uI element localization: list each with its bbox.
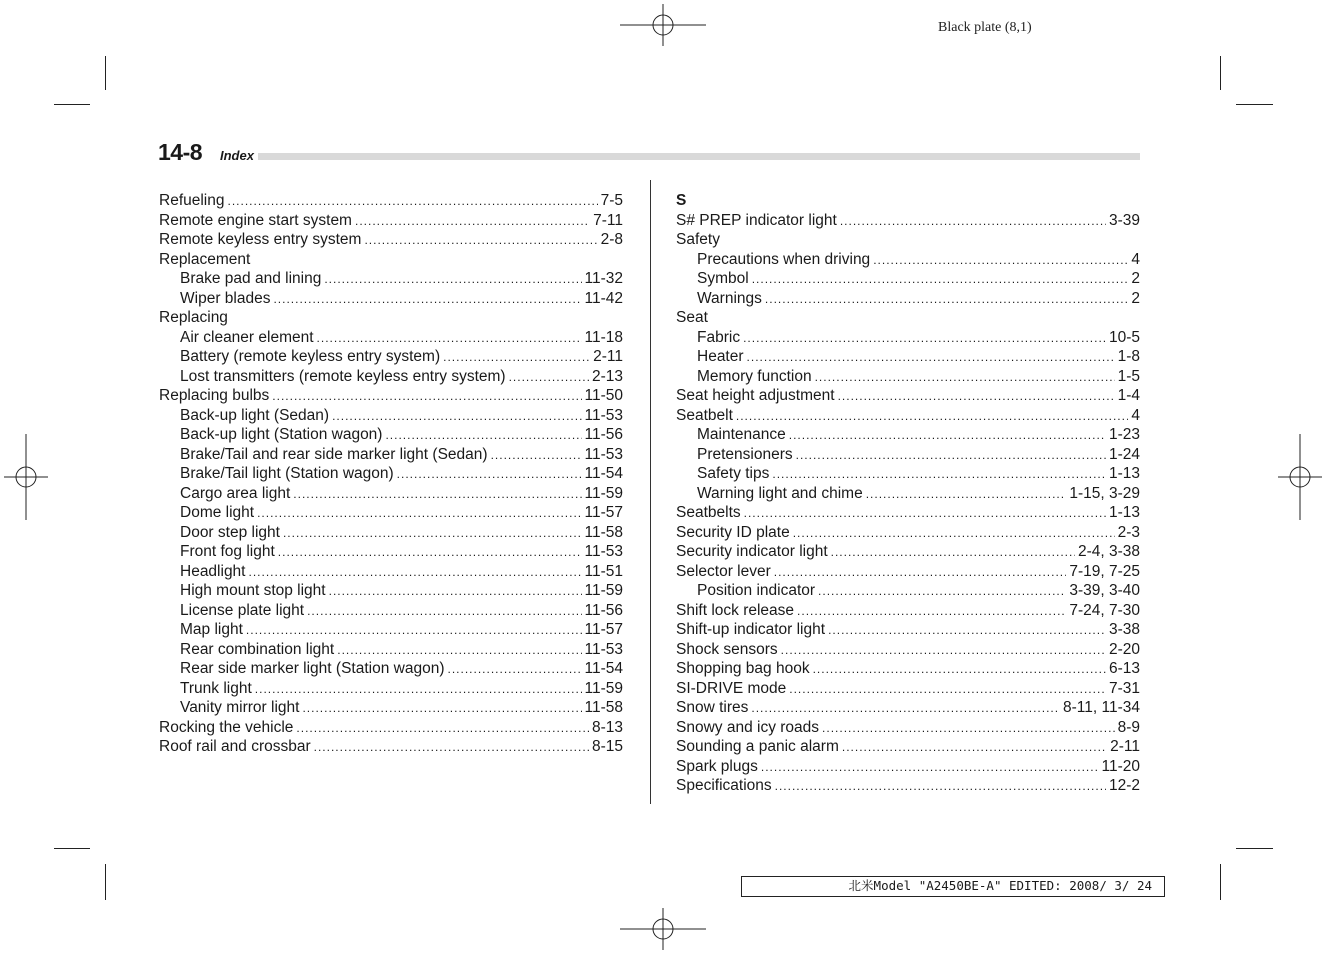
dot-leader	[765, 290, 1128, 310]
column-divider	[650, 180, 651, 804]
entry-page-ref: 2-4, 3-38	[1077, 543, 1140, 560]
index-entry	[159, 230, 623, 250]
entry-page-ref: 1-15, 3-29	[1069, 484, 1140, 502]
entry-text: Security ID plate	[676, 523, 790, 541]
dot-leader	[838, 387, 1115, 407]
index-subentry	[159, 289, 623, 309]
entry-page-ref: 7-5	[600, 192, 623, 209]
dot-leader	[302, 699, 581, 719]
index-subentry	[676, 289, 1140, 309]
index-subentry	[159, 503, 623, 523]
entry-text: Pretensioners	[697, 445, 793, 463]
index-subentry	[159, 659, 623, 679]
entry-text: Symbol	[697, 270, 749, 287]
entry-page-ref: 7-24, 7-30	[1069, 601, 1140, 619]
index-subentry	[159, 620, 623, 640]
entry-text: Vanity mirror light	[180, 699, 300, 716]
dot-leader	[257, 504, 581, 524]
index-subentry	[159, 640, 623, 660]
crop-mark-icon	[105, 56, 106, 90]
dot-leader	[317, 329, 582, 349]
entry-text: Map light	[180, 621, 243, 638]
index-subentry	[159, 269, 623, 289]
index-subentry	[159, 698, 623, 718]
entry-page-ref: 11-56	[584, 601, 623, 619]
index-subentry	[159, 601, 623, 621]
entry-page-ref: 1-13	[1108, 504, 1140, 521]
entry-page-ref: 3-39, 3-40	[1069, 582, 1140, 599]
dot-leader	[751, 699, 1060, 719]
header-bar	[258, 153, 1140, 160]
entry-page-ref: 11-56	[584, 426, 623, 443]
index-subentry	[676, 425, 1140, 445]
dot-leader	[296, 719, 589, 739]
entry-text: Refueling	[159, 192, 225, 209]
entry-page-ref: 11-53	[584, 445, 623, 463]
index-subentry	[159, 367, 623, 387]
crop-mark-icon	[54, 848, 90, 849]
dot-leader	[443, 348, 590, 368]
dot-leader	[822, 719, 1115, 739]
entry-text: Seatbelts	[676, 504, 741, 521]
dot-leader	[278, 543, 582, 563]
index-entry	[676, 698, 1140, 718]
entry-text: Warnings	[697, 289, 762, 307]
entry-page-ref: 11-53	[584, 406, 623, 424]
dot-leader	[736, 407, 1128, 427]
entry-page-ref: 2-3	[1117, 523, 1140, 541]
entry-text: Remote keyless entry system	[159, 231, 362, 248]
index-entry	[676, 776, 1140, 796]
entry-text: Door step light	[180, 523, 280, 541]
entry-page-ref: 11-42	[584, 289, 623, 307]
crop-mark-icon	[1220, 864, 1221, 900]
dot-leader	[249, 563, 582, 583]
index-entry	[159, 191, 623, 211]
index-entry	[676, 640, 1140, 660]
entry-page-ref: 11-58	[584, 523, 623, 541]
index-subentry	[676, 269, 1140, 289]
crop-mark-icon	[1220, 56, 1221, 90]
dot-leader	[447, 660, 581, 680]
entry-page-ref: 2	[1131, 270, 1140, 287]
dot-leader	[828, 621, 1106, 641]
entry-page-ref: 1-4	[1117, 387, 1140, 404]
entry-text: License plate light	[180, 601, 305, 619]
entry-text: Replacing bulbs	[159, 387, 270, 404]
entry-page-ref: 1-24	[1108, 445, 1140, 463]
entry-page-ref: 11-58	[584, 699, 623, 716]
index-column-right	[676, 191, 1140, 796]
entry-text: Position indicator	[697, 582, 816, 599]
entry-text: Cargo area light	[180, 484, 291, 502]
entry-text: Back-up light (Station wagon)	[180, 426, 383, 443]
entry-text: Safety tips	[697, 465, 770, 482]
entry-page-ref: 1-8	[1117, 348, 1140, 365]
registration-target-icon	[1278, 434, 1322, 520]
index-heading: Replacement	[159, 250, 251, 268]
dot-leader	[842, 738, 1107, 758]
index-entry	[159, 718, 623, 738]
plate-label: Black plate (8,1)	[938, 20, 1032, 35]
dot-leader	[397, 465, 582, 485]
entry-page-ref: 11-53	[584, 640, 623, 658]
index-subentry	[676, 367, 1140, 387]
dot-leader	[815, 368, 1115, 388]
entry-text: Sounding a panic alarm	[676, 738, 839, 755]
index-subentry	[159, 542, 623, 562]
index-entry	[159, 211, 623, 231]
entry-page-ref: 11-53	[584, 543, 623, 560]
dot-leader	[509, 368, 589, 388]
entry-page-ref: 11-59	[584, 679, 623, 697]
dot-leader	[337, 641, 581, 661]
index-subentry	[676, 347, 1140, 367]
dot-leader	[324, 270, 581, 290]
dot-leader	[329, 582, 582, 602]
dot-leader	[747, 348, 1115, 368]
entry-text: S# PREP indicator light	[676, 211, 837, 229]
entry-text: Specifications	[676, 777, 772, 794]
crop-mark-icon	[105, 864, 106, 900]
dot-leader	[873, 251, 1128, 271]
entry-text: SI-DRIVE mode	[676, 679, 787, 697]
page-number: 14-8	[158, 139, 203, 165]
entry-text: Snow tires	[676, 699, 749, 716]
dot-leader	[255, 680, 582, 700]
index-heading: Safety	[676, 231, 720, 248]
dot-leader	[364, 231, 597, 251]
dot-leader	[761, 758, 1099, 778]
entry-page-ref: 2-11	[593, 348, 623, 365]
index-entry	[676, 737, 1140, 757]
dot-leader	[818, 582, 1066, 602]
registration-target-icon	[620, 4, 706, 46]
entry-page-ref: 11-59	[584, 582, 623, 599]
crop-mark-icon	[54, 104, 90, 105]
registration-target-icon	[4, 434, 48, 520]
entry-text: Brake pad and lining	[180, 270, 322, 287]
entry-text: Brake/Tail light (Station wagon)	[180, 465, 394, 482]
entry-page-ref: 3-38	[1108, 621, 1140, 638]
entry-page-ref: 11-50	[584, 387, 623, 404]
entry-page-ref: 2-20	[1108, 640, 1140, 658]
entry-page-ref: 2-8	[600, 231, 623, 248]
entry-text: Heater	[697, 348, 744, 365]
edit-stamp: 北米Model "A2450BE-A" EDITED: 2008/ 3/ 24	[741, 876, 1165, 897]
entry-page-ref: 1-5	[1117, 367, 1140, 385]
entry-text: Air cleaner element	[180, 328, 314, 346]
index-heading: Replacing	[159, 309, 228, 326]
entry-page-ref: 11-54	[584, 660, 623, 677]
dot-leader	[228, 192, 598, 212]
index-subentry	[159, 679, 623, 699]
dot-leader	[272, 387, 581, 407]
dot-leader	[314, 738, 589, 758]
dot-leader	[293, 485, 581, 505]
entry-text: Battery (remote keyless entry system)	[180, 348, 441, 365]
entry-text: Roof rail and crossbar	[159, 738, 311, 755]
dot-leader	[332, 407, 581, 427]
entry-text: High mount stop light	[180, 582, 326, 599]
registration-target-icon	[620, 908, 706, 950]
index-subentry	[159, 484, 623, 504]
index-entry	[676, 659, 1140, 679]
entry-text: Spark plugs	[676, 757, 758, 775]
entry-text: Back-up light (Sedan)	[180, 406, 330, 424]
dot-leader	[273, 290, 581, 310]
dot-leader	[355, 212, 590, 232]
entry-text: Rear combination light	[180, 640, 335, 658]
entry-text: Selector lever	[676, 562, 771, 580]
entry-text: Precautions when driving	[697, 250, 871, 268]
index-subentry	[159, 523, 623, 543]
section-title: Index	[220, 148, 254, 163]
dot-leader	[866, 485, 1067, 505]
entry-page-ref: 10-5	[1108, 328, 1140, 346]
index-entry	[676, 386, 1140, 406]
index-subentry	[676, 581, 1140, 601]
entry-text: Warning light and chime	[697, 484, 863, 502]
dot-leader	[775, 777, 1106, 797]
entry-page-ref: 7-19, 7-25	[1069, 562, 1140, 580]
entry-text: Shift lock release	[676, 601, 795, 619]
entry-text: Shopping bag hook	[676, 660, 810, 677]
index-entry	[676, 679, 1140, 699]
index-subentry	[676, 250, 1140, 270]
entry-text: Shift-up indicator light	[676, 621, 826, 638]
entry-text: Security indicator light	[676, 543, 828, 560]
entry-page-ref: 7-11	[593, 211, 623, 229]
entry-text: Wiper blades	[180, 289, 271, 307]
index-column-left	[159, 191, 623, 757]
index-entry	[676, 211, 1140, 231]
index-subentry	[159, 464, 623, 484]
entry-page-ref: 6-13	[1108, 660, 1140, 677]
index-subentry	[159, 425, 623, 445]
index-subentry	[159, 445, 623, 465]
index-entry	[676, 562, 1140, 582]
entry-text: Maintenance	[697, 426, 786, 443]
entry-page-ref: 11-20	[1101, 757, 1140, 775]
entry-page-ref: 8-11, 11-34	[1063, 699, 1140, 716]
index-subentry	[159, 581, 623, 601]
dot-leader	[793, 524, 1115, 544]
entry-page-ref: 2-11	[1110, 738, 1140, 755]
entry-page-ref: 2-13	[591, 367, 623, 385]
entry-page-ref: 11-57	[584, 621, 623, 638]
index-heading: Seat	[676, 309, 708, 326]
dot-leader	[797, 602, 1066, 622]
entry-page-ref: 11-59	[584, 484, 623, 502]
index-subentry	[676, 328, 1140, 348]
dot-leader	[491, 446, 582, 466]
entry-page-ref: 11-51	[584, 562, 623, 580]
index-subentry	[676, 445, 1140, 465]
entry-page-ref: 8-15	[591, 738, 623, 755]
entry-text: Headlight	[180, 562, 246, 580]
index-subentry	[676, 484, 1140, 504]
index-entry	[676, 503, 1140, 523]
entry-page-ref: 2	[1131, 289, 1140, 307]
dot-leader	[796, 446, 1106, 466]
entry-text: Remote engine start system	[159, 211, 352, 229]
crop-mark-icon	[1236, 848, 1273, 849]
index-subentry	[159, 328, 623, 348]
dot-leader	[283, 524, 582, 544]
dot-leader	[307, 602, 581, 622]
entry-page-ref: 1-13	[1108, 465, 1140, 482]
index-subentry	[159, 406, 623, 426]
entry-page-ref: 7-31	[1108, 679, 1140, 697]
entry-text: Rocking the vehicle	[159, 718, 294, 736]
entry-text: Rear side marker light (Station wagon)	[180, 660, 445, 677]
entry-page-ref: 11-18	[584, 328, 623, 346]
dot-leader	[789, 426, 1106, 446]
entry-text: Trunk light	[180, 679, 252, 697]
entry-text: Dome light	[180, 504, 255, 521]
entry-text: Seat height adjustment	[676, 387, 835, 404]
dot-leader	[385, 426, 581, 446]
dot-leader	[831, 543, 1075, 563]
dot-leader	[772, 465, 1106, 485]
index-subentry	[676, 464, 1140, 484]
entry-text: Memory function	[697, 367, 812, 385]
crop-mark-icon	[1236, 104, 1273, 105]
index-entry	[676, 601, 1140, 621]
entry-page-ref: 11-54	[584, 465, 623, 482]
index-subentry	[159, 347, 623, 367]
index-entry	[676, 406, 1140, 426]
dot-leader	[789, 680, 1106, 700]
index-entry	[159, 737, 623, 757]
entry-page-ref: 11-57	[584, 504, 623, 521]
index-letter-heading: S	[676, 192, 687, 209]
index-entry	[676, 757, 1140, 777]
entry-page-ref: 1-23	[1108, 426, 1140, 443]
entry-page-ref: 12-2	[1108, 777, 1140, 794]
dot-leader	[743, 329, 1106, 349]
entry-page-ref: 4	[1131, 250, 1140, 268]
entry-text: Fabric	[697, 328, 741, 346]
dot-leader	[752, 270, 1129, 290]
entry-page-ref: 8-13	[591, 718, 623, 736]
index-subentry	[159, 562, 623, 582]
dot-leader	[781, 641, 1106, 661]
entry-page-ref: 11-32	[584, 270, 623, 287]
entry-text: Seatbelt	[676, 406, 733, 424]
index-entry	[676, 542, 1140, 562]
index-entry	[676, 523, 1140, 543]
dot-leader	[840, 212, 1106, 232]
entry-text: Front fog light	[180, 543, 275, 560]
entry-text: Snowy and icy roads	[676, 718, 820, 736]
dot-leader	[774, 563, 1067, 583]
index-entry	[676, 718, 1140, 738]
dot-leader	[744, 504, 1106, 524]
entry-page-ref: 4	[1131, 406, 1140, 424]
entry-page-ref: 3-39	[1108, 211, 1140, 229]
entry-text: Lost transmitters (remote keyless entry system)	[180, 367, 506, 385]
index-entry	[676, 620, 1140, 640]
index-entry	[159, 386, 623, 406]
entry-text: Shock sensors	[676, 640, 778, 658]
entry-text: Brake/Tail and rear side marker light (Sedan)	[180, 445, 488, 463]
dot-leader	[813, 660, 1106, 680]
entry-page-ref: 8-9	[1117, 718, 1140, 736]
dot-leader	[246, 621, 582, 641]
